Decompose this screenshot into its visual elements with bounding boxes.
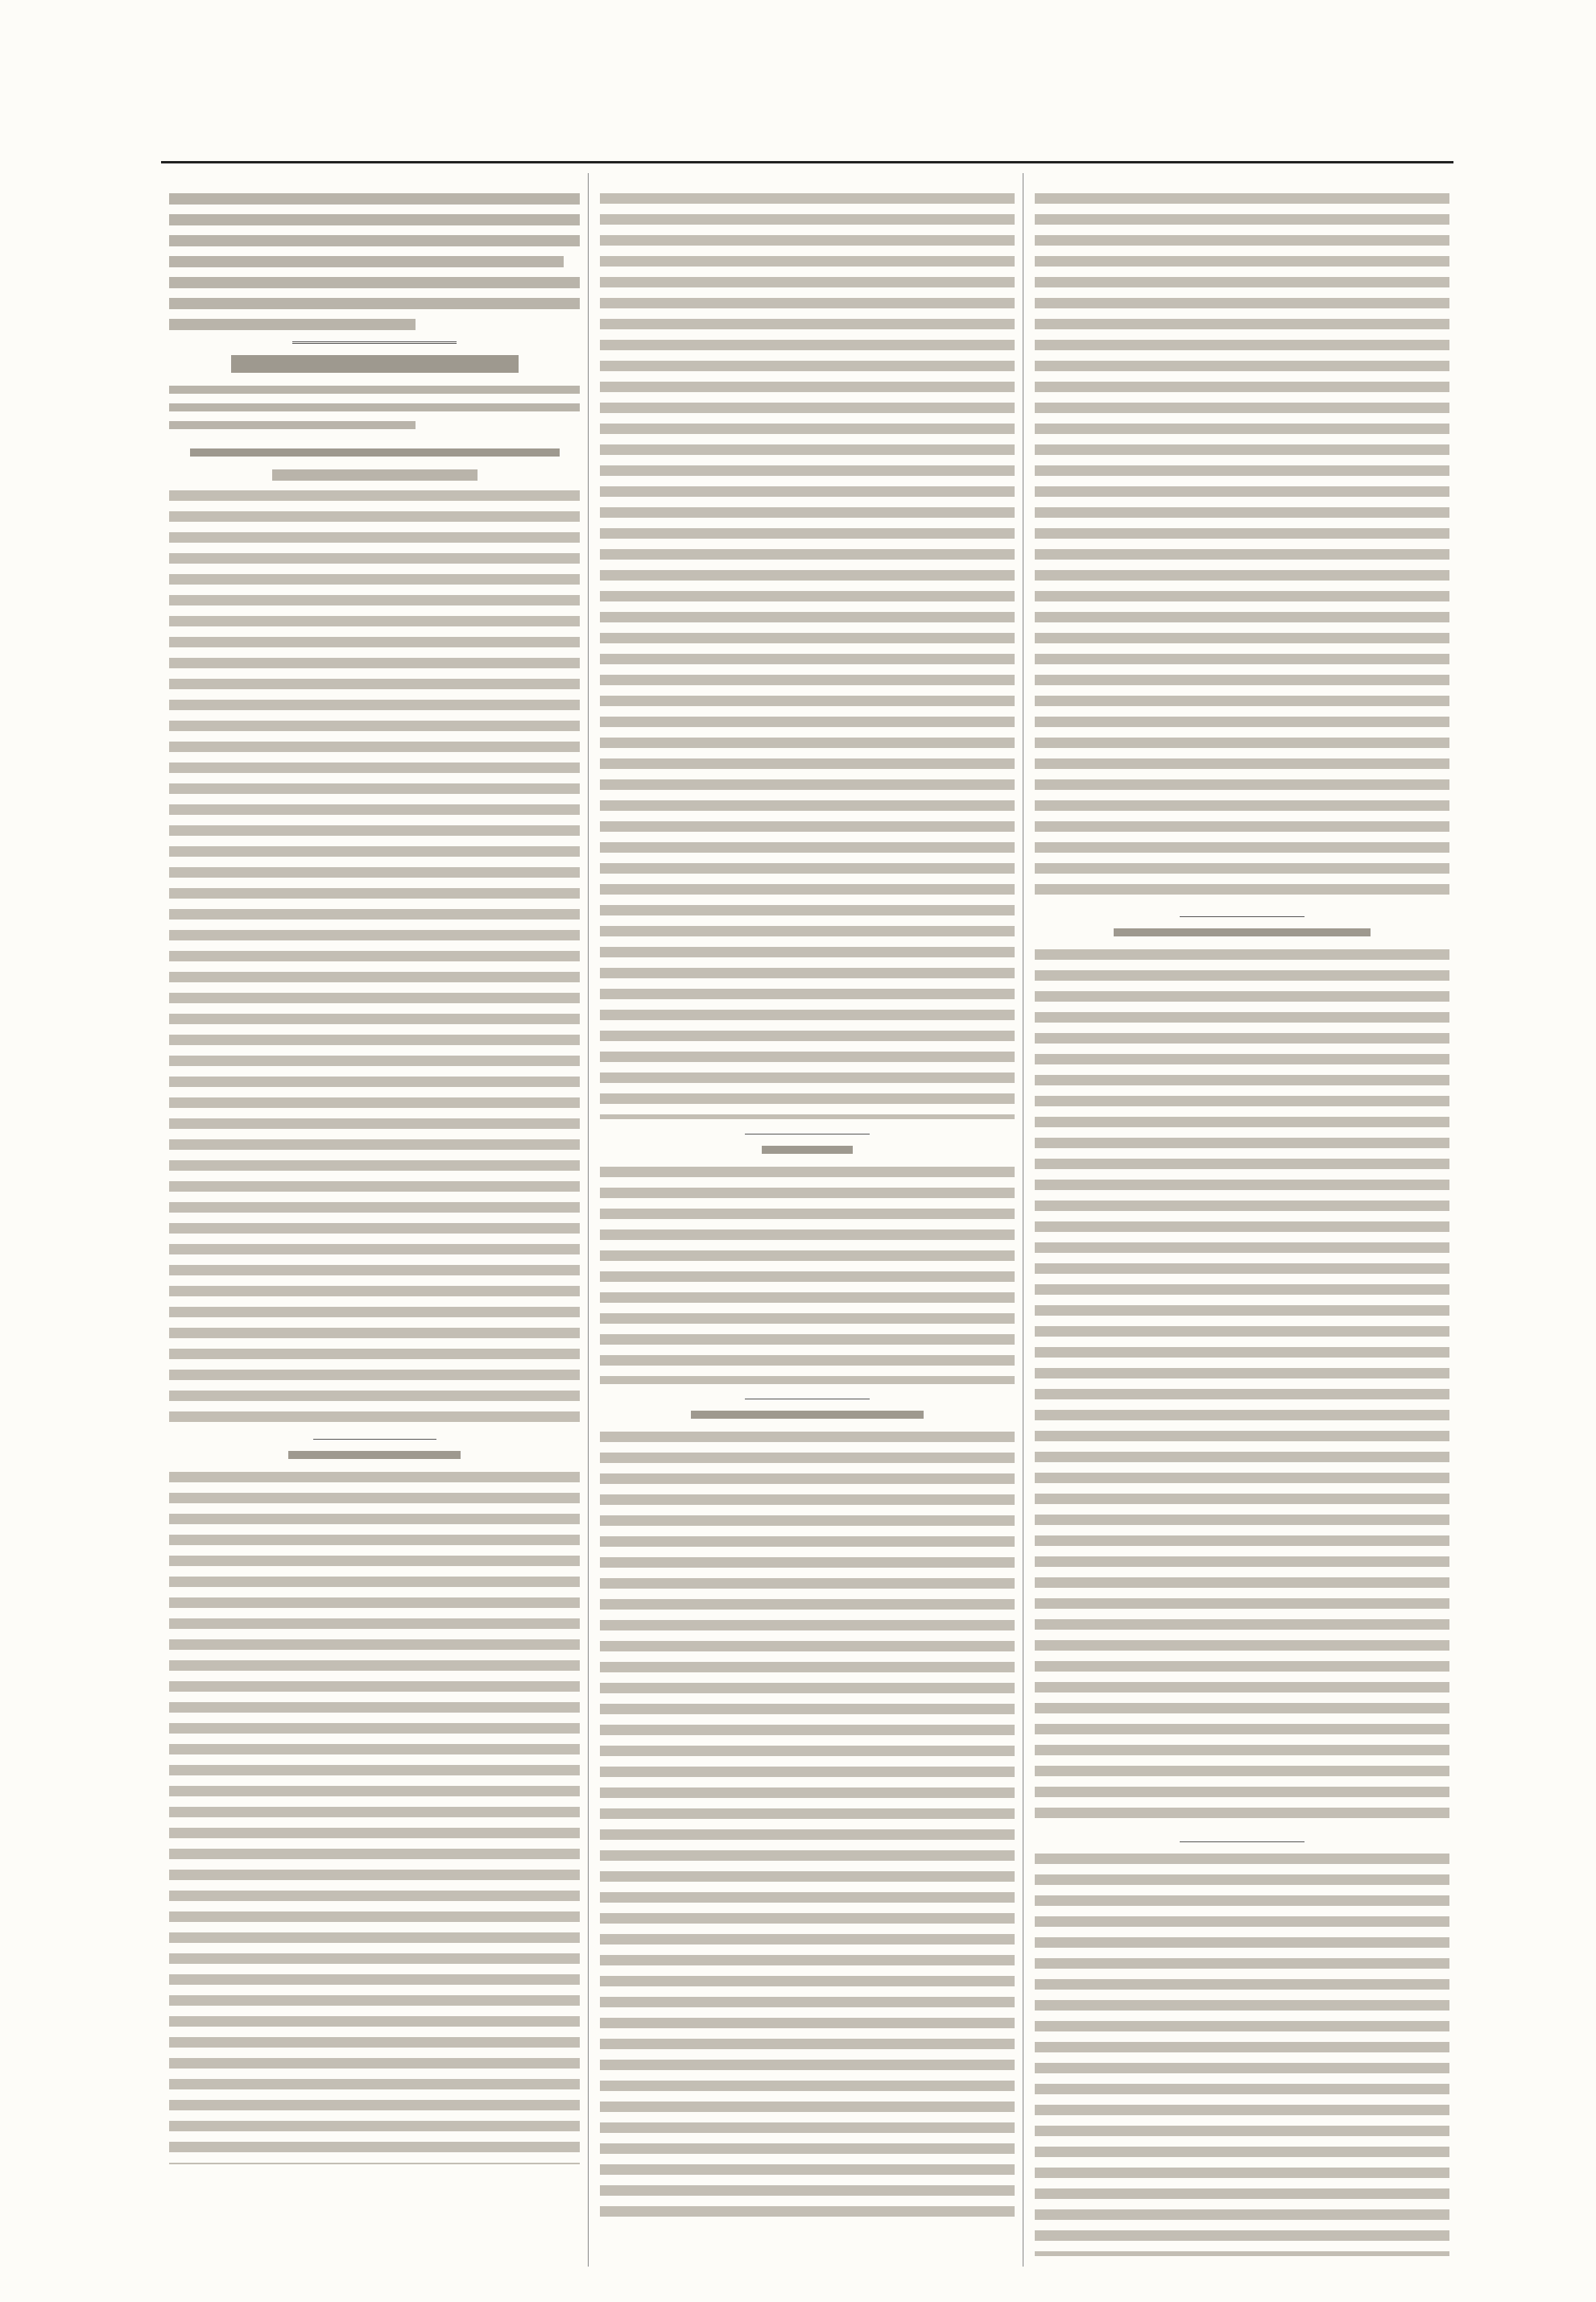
text-line	[169, 386, 580, 394]
article-heading	[691, 1411, 923, 1419]
text-block	[169, 1472, 580, 2164]
text-block	[1035, 949, 1449, 1827]
text-block	[600, 1432, 1015, 2221]
text-block	[1035, 193, 1449, 902]
text-line	[169, 256, 564, 267]
text-block	[1035, 1854, 1449, 2256]
article-heading	[762, 1146, 853, 1154]
header-rule	[161, 161, 1453, 163]
text-line	[169, 214, 580, 225]
column-3	[1035, 193, 1449, 2256]
article-heading	[1114, 928, 1371, 936]
article-heading	[288, 1451, 461, 1459]
text-line	[272, 469, 478, 481]
text-line	[169, 319, 416, 330]
column-divider-1	[588, 173, 589, 2267]
section-rule	[292, 341, 457, 344]
text-line	[169, 298, 580, 309]
text-line	[169, 421, 416, 429]
column-1	[169, 193, 580, 2164]
text-line	[169, 235, 580, 246]
article-rule	[1180, 1841, 1305, 1842]
column-2	[600, 193, 1015, 2221]
article-rule	[313, 1439, 436, 1440]
section-heading	[231, 355, 519, 373]
text-line	[169, 403, 580, 411]
text-block	[169, 490, 580, 1424]
article-heading	[190, 448, 560, 457]
article-rule	[1180, 916, 1305, 917]
text-block	[600, 1167, 1015, 1384]
text-block	[600, 193, 1015, 1119]
text-line	[169, 277, 580, 288]
text-line	[169, 193, 580, 205]
